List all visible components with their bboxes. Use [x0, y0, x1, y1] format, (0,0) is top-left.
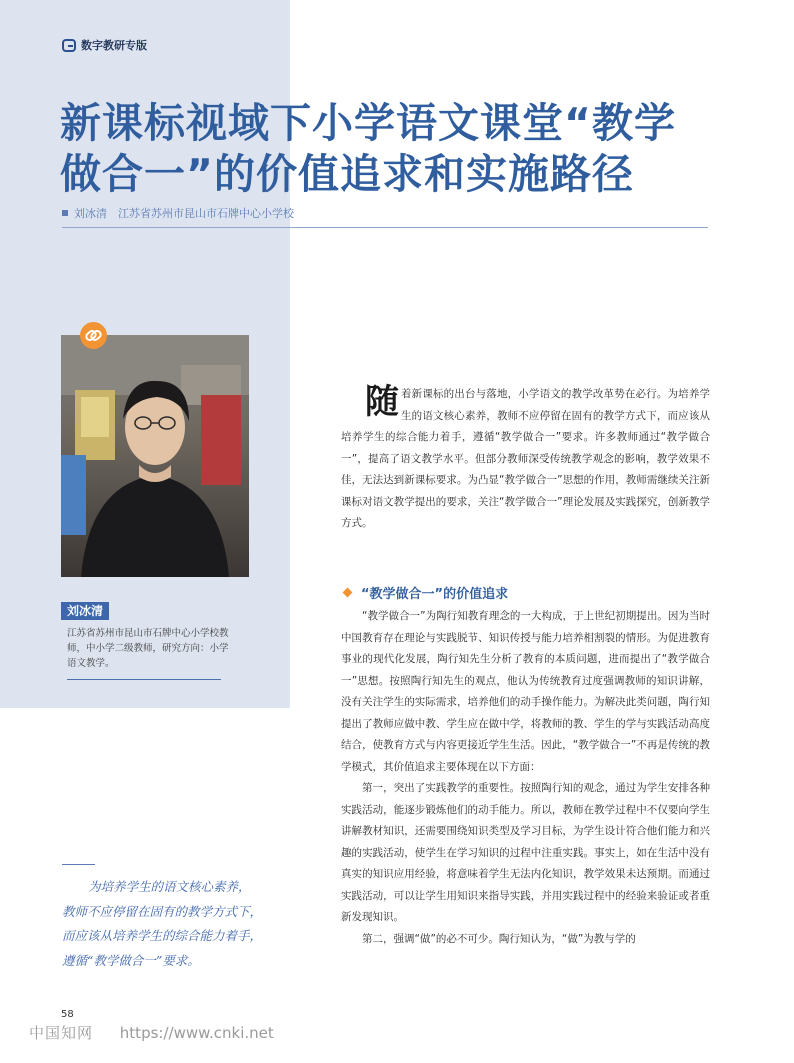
- diamond-icon: [343, 588, 353, 598]
- watermark: [29, 1022, 274, 1043]
- lead-text: 着新课标的出台与落地，小学语文的教学改革势在必行。为培养学生的语文核心素养，教师不应停留在固有的教学方式下，而应该从培养学生的综合能力着手，遵循“教学做合一”要求。许多教师通过“教学做合一”，提高了语文教学水平。但部分教师深受传统教学观念的影响，教学效果不佳，无法达到新课标要求。为凸显“教学做合一”思想的作用，教师需继续关注新课标对语文教学提出的要求，关注“教学做合一”理论发展及实践探究，创新教学方式。: [341, 388, 710, 529]
- author-line-text: 刘冰清 江苏省苏州市昆山市石牌中心小学校: [74, 207, 294, 220]
- pull-quote-rule: [62, 864, 95, 865]
- tag-icon: [62, 39, 76, 52]
- watermark-url: https://www.cnki.net: [119, 1024, 274, 1042]
- author-bio: 江苏省苏州市昆山市石牌中心小学校教师，中小学二级教师，研究方向：小学语文教学。: [67, 628, 229, 669]
- section-tag-text: 数字教研专版: [81, 39, 147, 52]
- body-paragraph-1: “教学做合一”为陶行知教育理念的一大构成，于上世纪初期提出。因为当时中国教育存在理论与实践脱节、知识传授与能力培养相割裂的情形。为促进教育事业的现代化发展，陶行知先生分析了教育的本质问题，进而提出了“教学做合一”思想。按照陶行知先生的观点，他认为传统教育过度强调教师的知识讲解，没有关注学生的实际需求，培养他们的动手操作能力。为解决此类问题，陶行知提出了教师应做中教、学生应在做中学，将教师的教、学生的学与实践活动高度结合，使教育方式与内容更接近学生生活。因此，“教学做合一”不再是传统的教学模式，其价值追求主要体现在以下方面：: [341, 610, 710, 773]
- body-paragraph-3: 第二，强调“做”的必不可少。陶行知认为，“做”为教与学的: [362, 932, 636, 945]
- author-line: [62, 205, 708, 221]
- section-heading: [341, 583, 508, 602]
- title-line-1: 新课标视域下小学语文课堂“教学: [60, 99, 676, 147]
- square-bullet-icon: [62, 210, 68, 216]
- bio-divider: [67, 679, 221, 680]
- section-body: [341, 606, 710, 950]
- link-icon: [80, 322, 107, 349]
- author-divider: [62, 227, 708, 228]
- lead-paragraph: [341, 384, 710, 535]
- watermark-name: 中国知网: [29, 1024, 94, 1042]
- page-number: 58: [61, 1009, 74, 1020]
- body-paragraph-2: 第一，突出了实践教学的重要性。按照陶行知的观念，通过为学生安排各种实践活动，能逐步锻炼他们的动手能力。所以，教师在教学过程中不仅要向学生讲解教材知识，还需要围绕知识类型及学习目标，为学生设计符合他们能力和兴趣的实践活动，使学生在学习知识的过程中注重实践。事实上，如在生活中没有真实的知识应用经验，将意味着学生无法内化知识，教学效果未达预期。而通过实践活动，可以让学生用知识来指导实践，并用实践过程中的经验来验证或者重新发现知识。: [341, 782, 710, 923]
- author-photo: [61, 335, 249, 577]
- title-line-2: 做合一”的价值追求和实施路径: [60, 150, 634, 198]
- article-title: [60, 98, 720, 200]
- section-tag: [62, 37, 147, 53]
- pull-quote: 为培养学生的语文核心素养，教师不应停留在固有的教学方式下，而应该从培养学生的综合能力着手，遵循“教学做合一”要求。: [62, 879, 263, 968]
- author-name-tag: 刘冰清: [61, 602, 109, 620]
- drop-cap: 随: [365, 382, 399, 422]
- section-heading-text: “教学做合一”的价值追求: [361, 587, 509, 602]
